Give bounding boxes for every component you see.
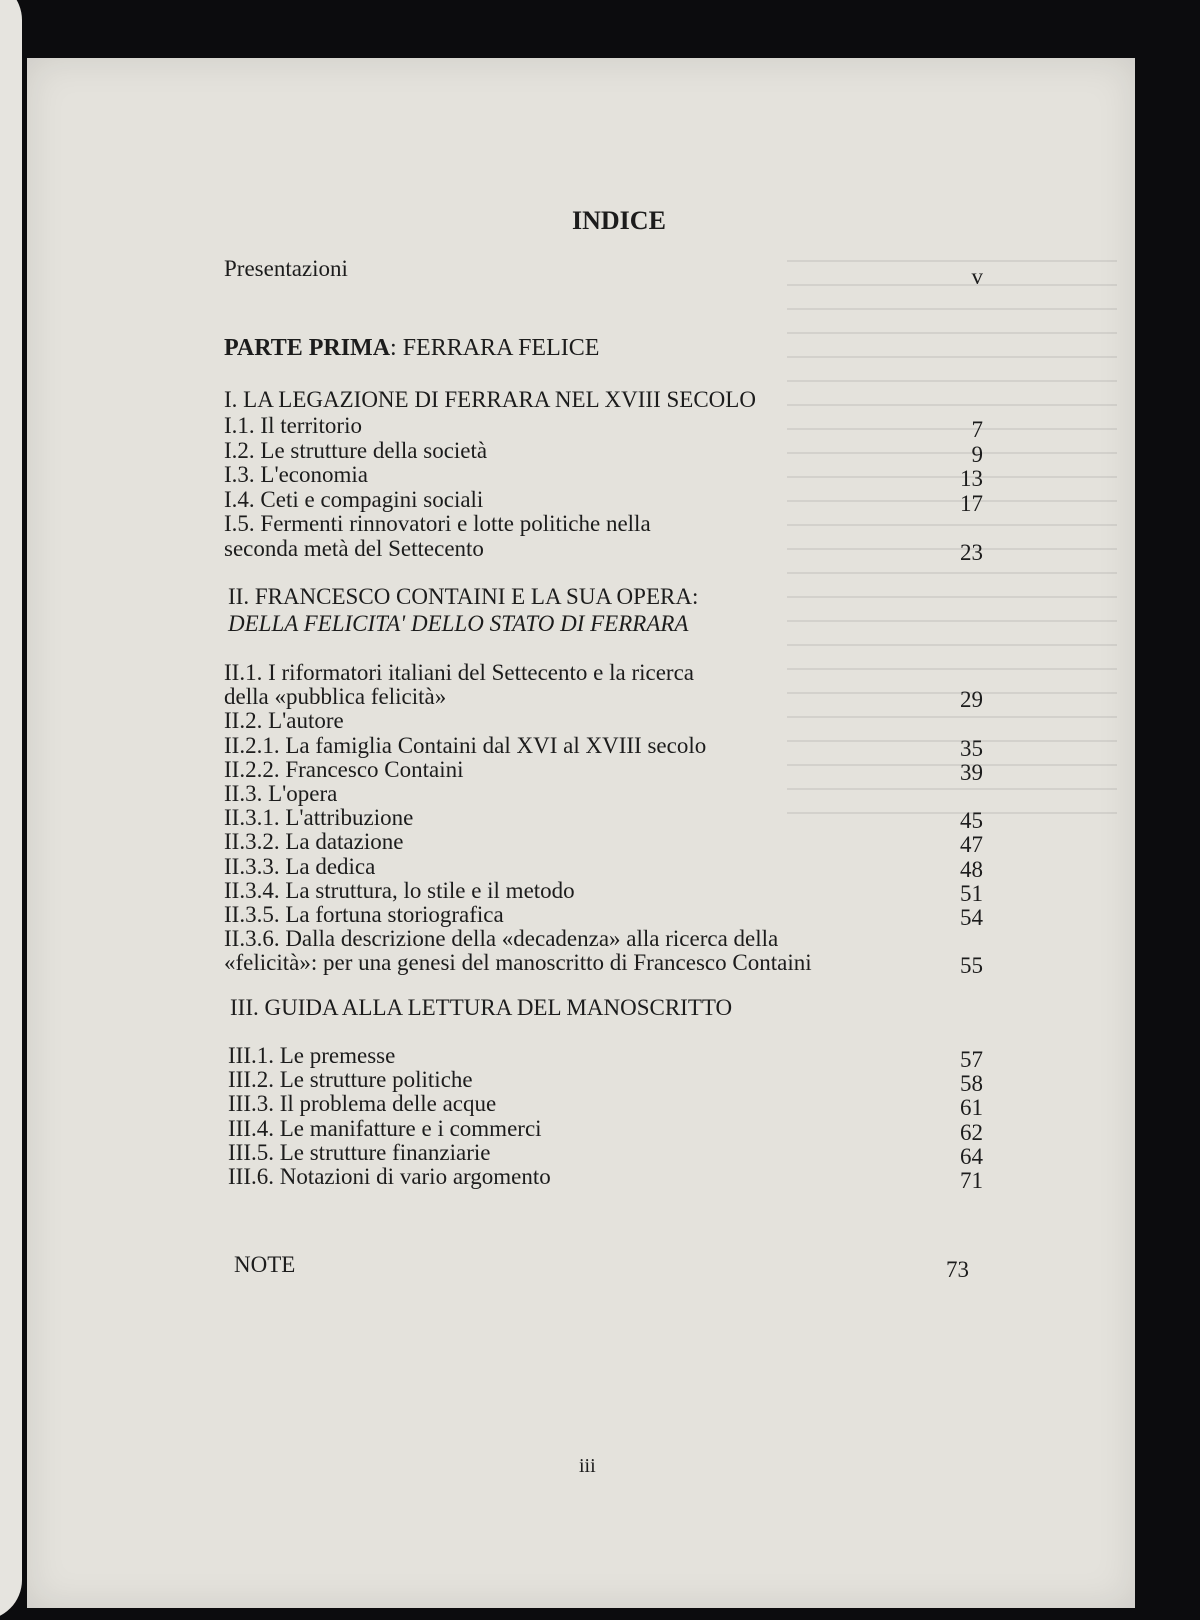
chapter-heading-3: III. GUIDA ALLA LETTURA DEL MANOSCRITTO: [230, 995, 733, 1020]
chapter-heading-1: I. LA LEGAZIONE DI FERRARA NEL XVIII SECOLO: [224, 387, 756, 412]
toc-page-number: 39: [960, 759, 983, 785]
toc-page-number: 48: [960, 856, 983, 882]
toc-entry: I.4. Ceti e compagini sociali: [224, 486, 484, 512]
toc-page-number: 57: [960, 1047, 983, 1072]
toc-page-note: 73: [946, 1257, 969, 1282]
part-heading-bold: PARTE PRIMA: [224, 335, 391, 361]
toc-entry: II.3.6. Dalla descrizione della «decadenza» alla ricerca della: [224, 926, 779, 952]
toc-entry: della «pubblica felicità»: [224, 684, 447, 710]
part-heading-rest: : FERRARA FELICE: [390, 335, 600, 361]
chapter-heading-2-title: DELLA FELICITA' DELLO STATO DI FERRARA: [228, 611, 689, 636]
toc-page-number: 55: [960, 953, 983, 979]
toc-page-number: 29: [960, 687, 983, 713]
toc-page-number: 71: [960, 1168, 983, 1193]
toc-entry: II.2.1. La famiglia Containi dal XVI al XVIII secolo: [224, 732, 707, 758]
toc-page-number: 51: [960, 880, 983, 906]
toc-entry: II.2.2. Francesco Containi: [224, 756, 464, 782]
toc-page-number: 58: [960, 1071, 983, 1097]
toc-entry: II.3.5. La fortuna storiografica: [224, 902, 504, 927]
toc-entry-note: NOTE: [234, 1252, 296, 1277]
chapter-heading-2: II. FRANCESCO CONTAINI E LA SUA OPERA:: [228, 584, 699, 609]
toc-page-presentazioni: v: [971, 264, 983, 289]
toc-page-number: 13: [960, 466, 983, 492]
toc-page-number: 54: [960, 905, 983, 930]
toc-entry: II.3.2. La datazione: [224, 829, 404, 855]
toc-entry: II.3. L'opera: [224, 781, 338, 806]
toc-entry: II.1. I riformatori italiani del Settecento e la ricerca: [224, 660, 694, 685]
page-number: iii: [579, 1455, 596, 1477]
toc-page-number: 23: [960, 540, 983, 565]
toc-entry: III.3. Il problema delle acque: [228, 1091, 497, 1117]
toc-entry: III.1. Le premesse: [228, 1043, 396, 1068]
toc-entry: III.6. Notazioni di vario argomento: [228, 1164, 551, 1189]
toc-page-number: 61: [960, 1095, 983, 1121]
toc-page-number: 47: [960, 832, 983, 858]
toc-page-number: 9: [971, 441, 983, 467]
previous-page-edge: [0, 0, 22, 1620]
toc-entry: I.3. L'economia: [224, 462, 369, 488]
toc-entry: seconda metà del Settecento: [224, 536, 484, 561]
toc-page-number: 64: [960, 1143, 983, 1169]
toc-entry: «felicità»: per una genesi del manoscritto di Francesco Containi: [224, 950, 812, 976]
toc-entry: II.3.1. L'attribuzione: [224, 805, 414, 831]
toc-page-number: 7: [971, 417, 983, 442]
toc-page-number: 35: [960, 735, 983, 761]
toc-entry: III.2. Le strutture politiche: [228, 1067, 473, 1093]
toc-page-number: 62: [960, 1119, 983, 1145]
toc-entry: II.2. L'autore: [224, 708, 344, 734]
toc-entry: III.4. Le manifatture e i commerci: [228, 1115, 542, 1141]
toc-entry: I.1. Il territorio: [224, 413, 362, 438]
toc-page-number: 45: [960, 808, 983, 834]
toc-entry: III.5. Le strutture finanziarie: [228, 1139, 491, 1165]
toc-entry: I.2. Le strutture della società: [224, 437, 488, 463]
part-heading: [224, 335, 599, 361]
toc-entry: II.3.3. La dedica: [224, 853, 376, 879]
toc-entry: II.3.4. La struttura, lo stile e il metodo: [224, 877, 575, 903]
page-title: INDICE: [572, 206, 666, 235]
toc-page-number: 17: [960, 490, 983, 516]
toc-entry-presentazioni: Presentazioni: [224, 256, 348, 281]
book-page: [27, 58, 1135, 1608]
toc-entry: I.5. Fermenti rinnovatori e lotte politiche nella: [224, 511, 651, 537]
